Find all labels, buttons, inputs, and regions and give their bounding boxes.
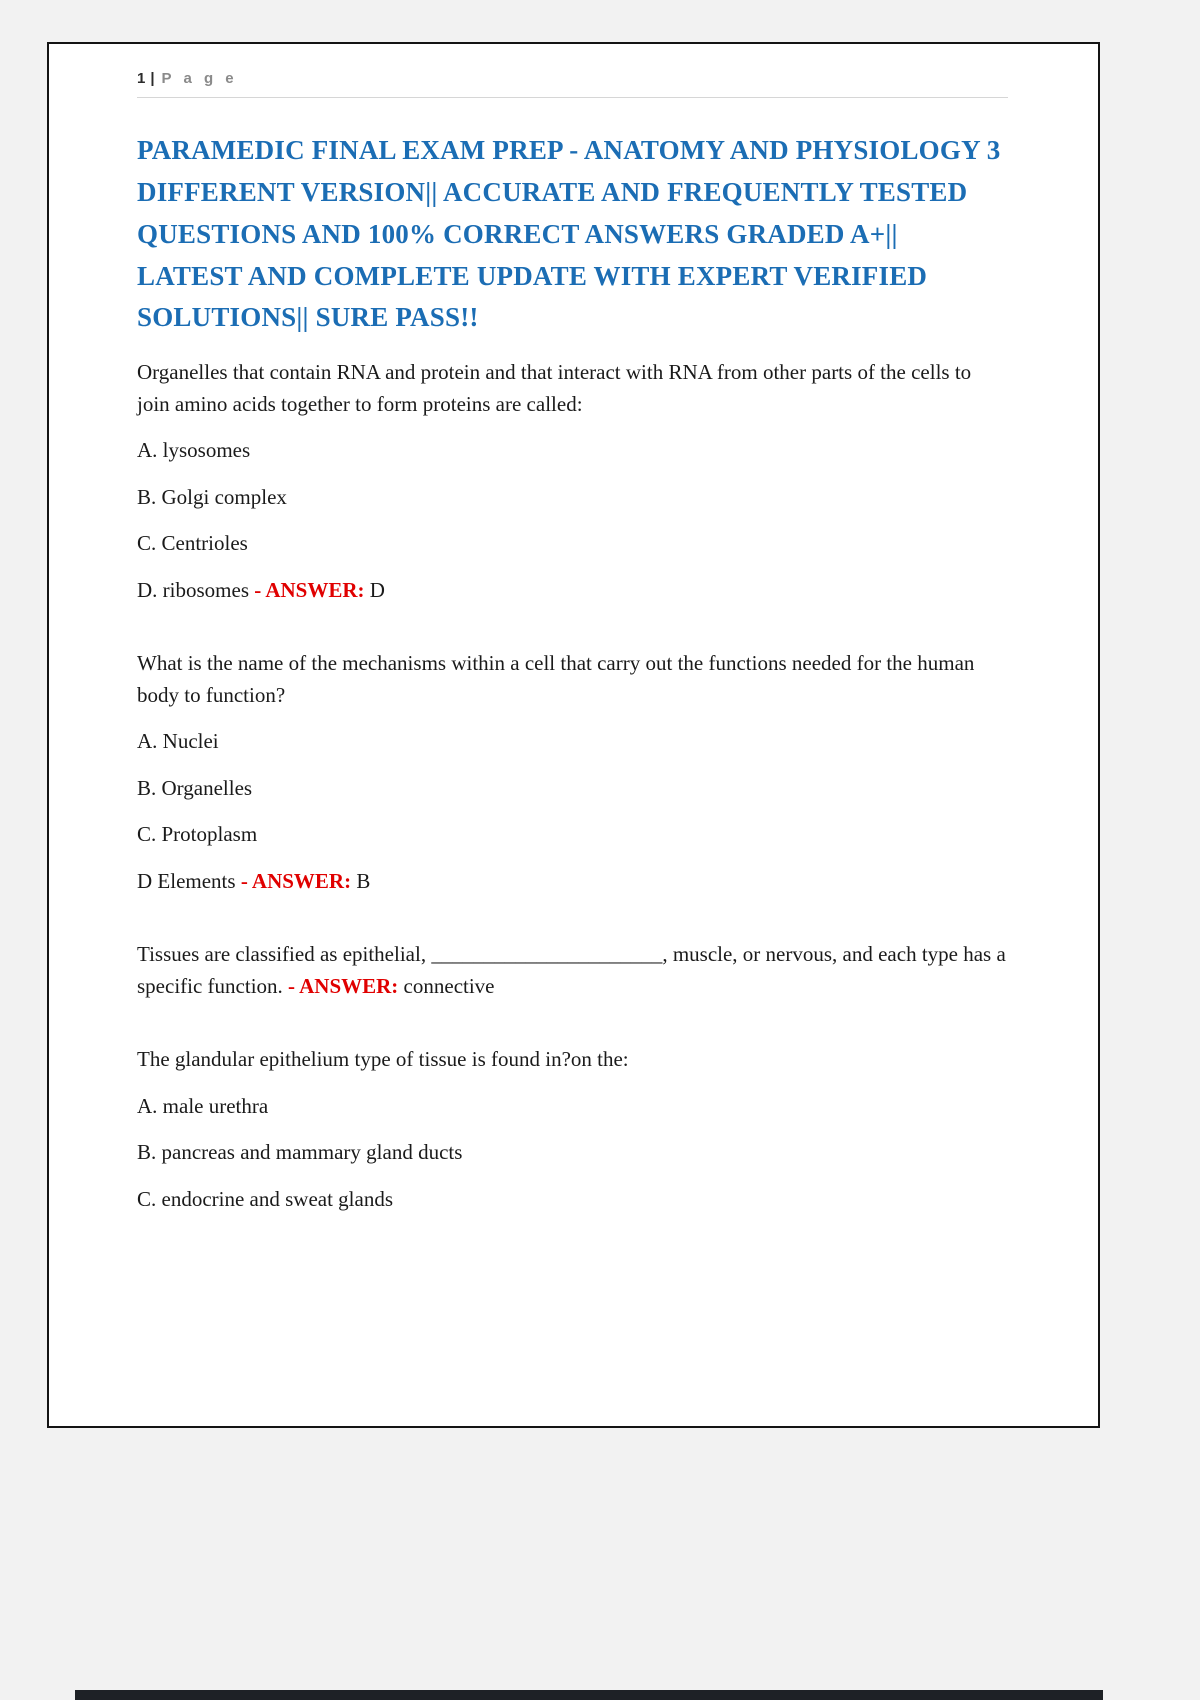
document-paragraph — [137, 819, 1008, 851]
paragraph-text: B. Golgi complex — [137, 484, 287, 509]
answer-value: D — [369, 577, 385, 602]
document-paragraph — [137, 866, 1008, 898]
header-rule — [137, 97, 1008, 98]
question-block — [137, 648, 1008, 897]
document-paragraph — [137, 482, 1008, 514]
document-paragraph — [137, 1091, 1008, 1123]
paragraph-text: Organelles that contain RNA and protein and that interact with RNA from other parts of the cells to join amino acids together to form proteins are called: — [137, 360, 972, 416]
document-paragraph — [137, 726, 1008, 758]
question-block — [137, 357, 1008, 606]
document-paragraph — [137, 575, 1008, 607]
document-title: PARAMEDIC FINAL EXAM PREP - ANATOMY AND PHYSIOLOGY 3 DIFFERENT VERSION|| ACCURATE AND FREQUENTLY TESTED QUESTIONS AND 100% CORRECT ANSWERS GRADED A+|| LATEST AND COMPLETE UPDATE WITH EXPERT VERIFIED SOLUTIONS|| SURE PASS!! — [137, 135, 1001, 333]
answer-value: B — [356, 868, 371, 893]
paragraph-text: D. ribosomes — [137, 577, 249, 602]
answer-label: - ANSWER: — [254, 577, 365, 602]
document-content — [137, 357, 1008, 1215]
paragraph-text: A. Nuclei — [137, 729, 219, 754]
document-page — [47, 42, 1100, 1428]
paragraph-text: A. lysosomes — [137, 438, 251, 463]
question-block — [137, 1044, 1008, 1215]
document-paragraph — [137, 939, 1008, 1002]
paragraph-text: B. Organelles — [137, 775, 253, 800]
paragraph-text: C. Centrioles — [137, 531, 248, 556]
answer-label: - ANSWER: — [288, 973, 399, 998]
next-page-top-border — [75, 1690, 1103, 1700]
paragraph-text: D Elements — [137, 868, 236, 893]
document-paragraph — [137, 1044, 1008, 1076]
document-paragraph — [137, 528, 1008, 560]
document-paragraph — [137, 435, 1008, 467]
document-paragraph — [137, 1184, 1008, 1216]
answer-label: - ANSWER: — [240, 868, 352, 893]
paragraph-text: C. Protoplasm — [137, 822, 258, 847]
document-paragraph — [137, 773, 1008, 805]
paragraph-text: B. pancreas and mammary gland ducts — [137, 1140, 463, 1165]
paragraph-text: A. male urethra — [137, 1093, 269, 1118]
document-paragraph — [137, 357, 1008, 420]
paragraph-text: Tissues are classified as epithelial, ______________________, muscle, or nervous, and each type has a specific function. — [137, 942, 1006, 998]
document-paragraph — [137, 1137, 1008, 1169]
page-number-separator: | — [150, 70, 156, 87]
paragraph-text: The glandular epithelium type of tissue is found in?on the: — [137, 1047, 629, 1072]
page-header — [137, 70, 1008, 87]
page-number: 1 — [137, 70, 147, 87]
document-paragraph — [137, 648, 1008, 711]
question-block — [137, 939, 1008, 1002]
answer-value: connective — [403, 973, 495, 998]
paragraph-text: What is the name of the mechanisms within a cell that carry out the functions needed for the human body to function? — [137, 651, 975, 707]
paragraph-text: C. endocrine and sweat glands — [137, 1186, 394, 1211]
page-label: P a g e — [161, 70, 238, 87]
